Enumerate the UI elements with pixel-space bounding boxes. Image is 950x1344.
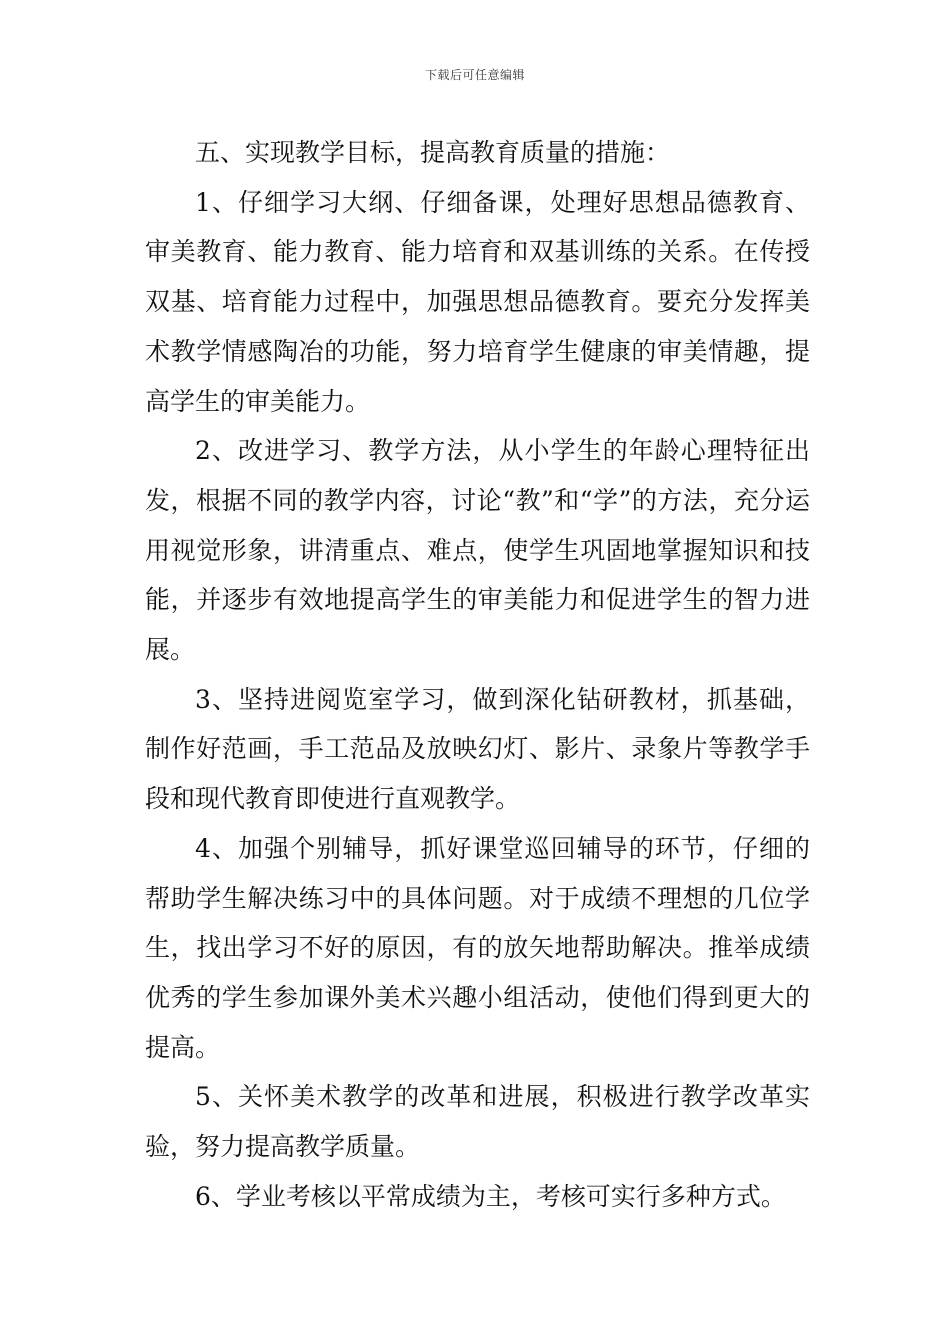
- paragraph-6: 6、学业考核以平常成绩为主，考核可实行多种方式。: [195, 1181, 786, 1211]
- paragraph-3: 3、坚持进阅览室学习，做到深化钻研教材，抓基础，制作好范画，手工范品及放映幻灯、影片、录象片等教学手段和现代教育即使进行直观教学。: [145, 684, 810, 814]
- document-body: [145, 128, 810, 1221]
- paragraph-5: 5、关怀美术教学的改革和进展，积极进行教学改革实验，努力提高教学质量。: [145, 1082, 810, 1162]
- paragraph-2: 2、改进学习、教学方法，从小学生的年龄心理特征出发，根据不同的教学内容，讨论“教”和“学”的方法，充分运用视觉形象，讲清重点、难点，使学生巩固地掌握知识和技能，并逐步有效地提高学生的审美能力和促进学生的智力进展。: [145, 436, 810, 665]
- header-note: 下载后可任意编辑: [424, 68, 525, 82]
- paragraph-1: 1、仔细学习大纲、仔细备课，处理好思想品德教育、审美教育、能力教育、能力培育和双基训练的关系。在传授双基、培育能力过程中，加强思想品德教育。要充分发挥美术教学情感陶冶的功能，努力培育学生健康的审美情趣，提高学生的审美能力。: [145, 187, 810, 416]
- section-heading: 五、实现教学目标，提高教育质量的措施：: [195, 138, 671, 167]
- paragraph-4: 4、加强个别辅导，抓好课堂巡回辅导的环节，仔细的帮助学生解决练习中的具体问题。对于成绩不理想的几位学生，找出学习不好的原因，有的放矢地帮助解决。推举成绩优秀的学生参加课外美术兴趣小组活动，使他们得到更大的提高。: [145, 833, 810, 1062]
